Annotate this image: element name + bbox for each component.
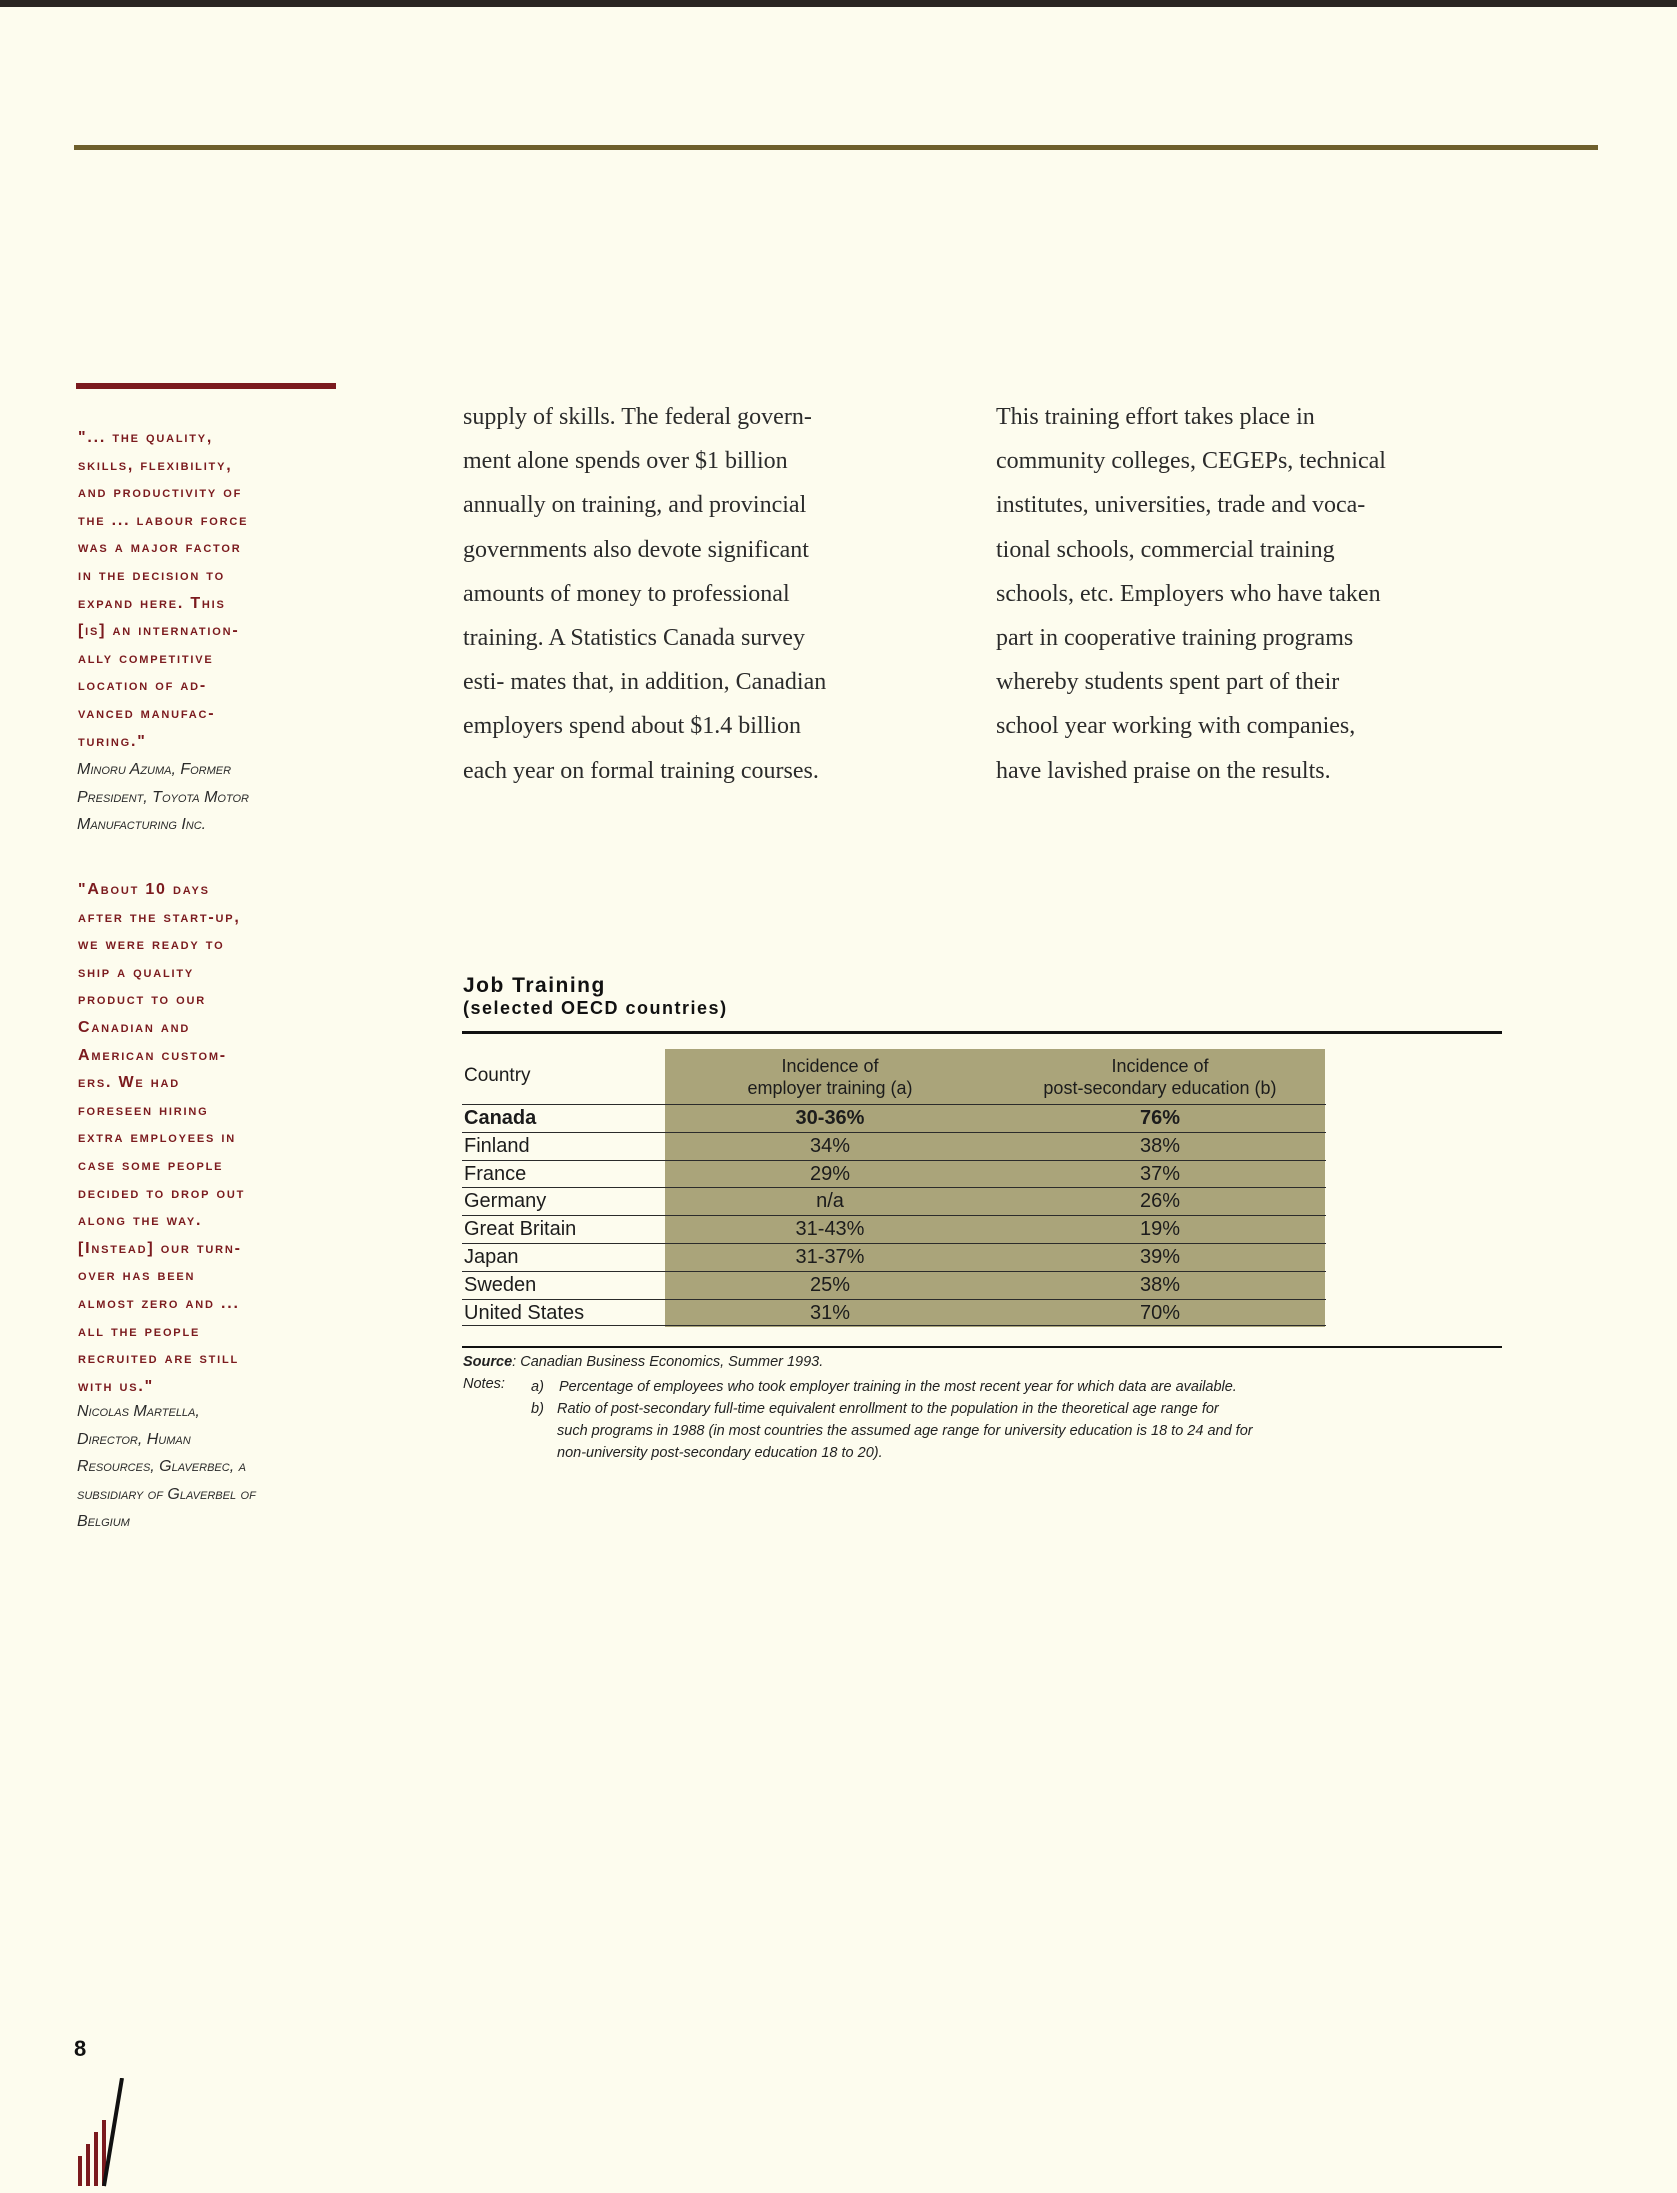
sidebar-attribution-1: Minoru Azuma, Former President, Toyota Motor Manufacturing Inc. bbox=[77, 761, 249, 834]
table-header-post-secondary-line1: Incidence of bbox=[1111, 1056, 1209, 1076]
table-rule-bottom bbox=[462, 1346, 1502, 1348]
page-number: 8 bbox=[74, 2036, 87, 2061]
table-note-a-marker: a) bbox=[531, 1379, 544, 1395]
table-row bbox=[462, 1187, 1326, 1215]
body-column-right: This training effort takes place in community colleges, CEGEPs, technical institutes, universities, trade and voca- tional schools, commercial training schools, etc. Employers who have taken part in cooperative training programs whereby students spent part of their school year working with companies, have lavished praise on the results. bbox=[996, 404, 1386, 784]
table-cell-post-secondary: 76% bbox=[1139, 1107, 1181, 1129]
table-cell-country: Great Britain bbox=[464, 1218, 577, 1241]
table-cell-post-secondary: 19% bbox=[1139, 1218, 1181, 1241]
table-cell-post-secondary: 37% bbox=[1139, 1162, 1181, 1185]
table-header-post-secondary-line2: post-secondary education (b) bbox=[1043, 1078, 1277, 1098]
table-row bbox=[462, 1104, 1326, 1132]
table-header-employer-training bbox=[665, 1055, 995, 1099]
table-header-country: Country bbox=[464, 1065, 531, 1086]
table-note-a: Percentage of employees who took employer training in the most recent year for which data are available. bbox=[559, 1379, 1237, 1395]
table-cell-post-secondary: 26% bbox=[1139, 1190, 1181, 1213]
table-cell-post-secondary: 38% bbox=[1139, 1273, 1181, 1296]
table-cell-employer-training: 25% bbox=[809, 1273, 851, 1296]
table-header-post-secondary bbox=[995, 1055, 1325, 1099]
table-title: Job Training bbox=[463, 974, 606, 997]
table-row bbox=[462, 1215, 1326, 1243]
bar-slash-logo-icon bbox=[74, 2078, 134, 2193]
table-note-b: Ratio of post-secondary full-time equivalent enrollment to the population in the theoretical age range for such programs in 1988 (in most countries the assumed age range for university education is 18 to 24 and for non-university post-secondary education 18 to 20). bbox=[557, 1401, 1253, 1461]
table-row bbox=[462, 1160, 1326, 1188]
sidebar-rule bbox=[76, 383, 336, 389]
table-cell-post-secondary: 70% bbox=[1139, 1301, 1181, 1324]
table-header-employer-training-line2: employer training (a) bbox=[747, 1078, 913, 1098]
sidebar-quote-1: "... the quality, skills, flexibility, and productivity of the ... labour force was a major factor in the decision to expand here. This [is] an internation- ally competitive location of ad- vanced manufac- turing." bbox=[78, 429, 249, 750]
table-row bbox=[462, 1132, 1326, 1160]
table-cell-post-secondary: 39% bbox=[1139, 1245, 1181, 1268]
body-column-left: supply of skills. The federal govern- ment alone spends over $1 billion annually on training, and provincial governments also devote significant amounts of money to professional training. A Statistics Canada survey esti- mates that, in addition, Canadian employers spend about $1.4 billion each year on formal training courses. bbox=[463, 404, 827, 784]
table-subtitle: (selected OECD countries) bbox=[463, 998, 728, 1018]
header-rule bbox=[74, 145, 1598, 150]
table-source-label: Source bbox=[463, 1354, 513, 1370]
sidebar-attribution-2: Nicolas Martella, Director, Human Resources, Glaverbec, a subsidiary of Glaverbel of Belgium bbox=[77, 1403, 256, 1531]
table-rule-top bbox=[462, 1031, 1502, 1034]
table-source-text: : Canadian Business Economics, Summer 1993. bbox=[512, 1354, 824, 1370]
table-cell-country: Japan bbox=[464, 1245, 519, 1268]
sidebar-quote-2: "About 10 days after the start-up, we were ready to ship a quality product to our Canadian and American custom- ers. We had foreseen hiring extra employees in case some people decided to drop out along the way. [Instead] our turn- over has been almost zero and ... all the people recruited are still with us." bbox=[78, 881, 246, 1395]
table-cell-employer-training: 29% bbox=[809, 1162, 851, 1185]
table-cell-employer-training: 30-36% bbox=[795, 1107, 865, 1129]
table-notes-label: Notes: bbox=[463, 1376, 505, 1392]
top-edge-band bbox=[0, 0, 1677, 7]
table-body bbox=[462, 1104, 1326, 1326]
table-cell-employer-training: 34% bbox=[809, 1134, 851, 1157]
table-cell-country: United States bbox=[464, 1301, 585, 1324]
table-cell-country: France bbox=[464, 1162, 527, 1185]
table-source bbox=[463, 1354, 823, 1370]
table-row bbox=[462, 1243, 1326, 1271]
table-note-b-marker: b) bbox=[531, 1401, 544, 1417]
table-cell-employer-training: 31% bbox=[809, 1301, 851, 1324]
table-header-employer-training-line1: Incidence of bbox=[781, 1056, 879, 1076]
table-cell-country: Canada bbox=[464, 1107, 537, 1129]
table-cell-country: Finland bbox=[464, 1134, 530, 1157]
table-cell-employer-training: n/a bbox=[816, 1190, 844, 1213]
table-cell-post-secondary: 38% bbox=[1139, 1134, 1181, 1157]
table-row bbox=[462, 1299, 1326, 1327]
table-cell-country: Sweden bbox=[464, 1273, 537, 1296]
table-cell-country: Germany bbox=[464, 1190, 547, 1213]
table-cell-employer-training: 31-43% bbox=[795, 1218, 865, 1241]
table-row bbox=[462, 1271, 1326, 1299]
table-cell-employer-training: 31-37% bbox=[795, 1245, 865, 1268]
bar-slash-logo-svg bbox=[74, 2078, 134, 2188]
